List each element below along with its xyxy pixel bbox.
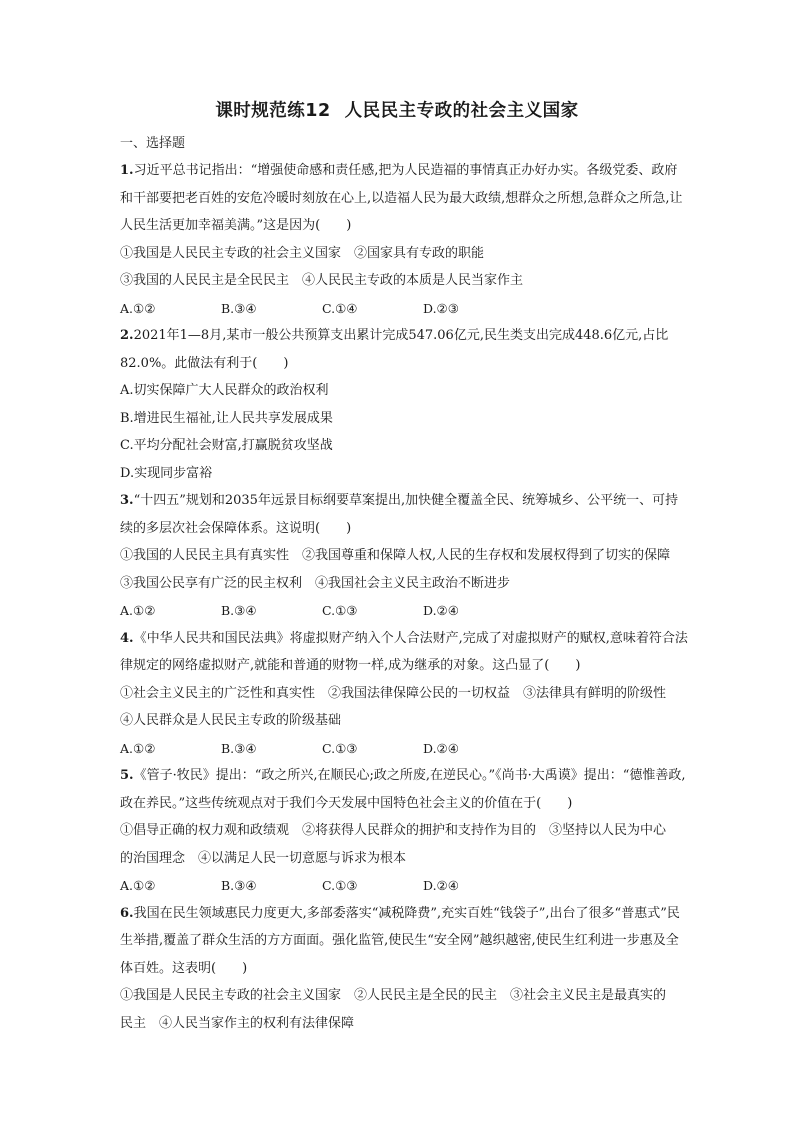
question-number: 1. xyxy=(120,163,134,178)
option-b: B.③④ xyxy=(221,740,257,756)
question-number: 2. xyxy=(120,328,134,343)
option-d: D.②③ xyxy=(423,300,459,316)
question-text: 《管子·牧民》提出：“政之所兴,在顺民心;政之所废,在逆民心。”《尚书·大禹谟》提出：“德惟善政,政在养民。”这些传统观点对于我们今天发展中国特色社会主义的价值在于( ) xyxy=(120,768,686,811)
option-line: D.实现同步富裕 xyxy=(120,465,213,481)
option-c: C.①③ xyxy=(322,603,358,618)
options-row xyxy=(120,597,690,625)
question-text: 《中华人民共和国民法典》将虚拟财产纳入个人合法财产,完成了对虚拟财产的赋权,意味着符合法律规定的网络虚拟财产,就能和普通的财物一样,成为继承的对象。这凸显了( ) xyxy=(120,630,688,673)
option-a: A.①② xyxy=(120,603,156,618)
title-text: 人民民主专政的社会主义国家 xyxy=(344,101,579,121)
question-6 xyxy=(120,900,690,1038)
question-text: 习近平总书记指出：“增强使命感和责任感,把为人民造福的事情真正办好办实。各级党委、政府和干部要把老百姓的安危冷暖时刻放在心上,以造福人民为最大政绩,想群众之所想,急群众之所急,让人民生活更加幸福美满。”这是因为( ) xyxy=(120,163,683,233)
question-stem xyxy=(120,900,690,983)
statement-line: 民主 ④人民当家作主的权利有法律保障 xyxy=(120,1015,355,1031)
option-line: A.切实保障广大人民群众的政治权利 xyxy=(120,383,329,398)
question-4 xyxy=(120,625,690,763)
options-row xyxy=(120,872,690,900)
option-b: B.③④ xyxy=(221,878,257,893)
question-number: 4. xyxy=(120,630,134,646)
section-heading: 一、选择题 xyxy=(120,136,186,151)
option-line: B.增进民生福祉,让人民共享发展成果 xyxy=(120,410,333,426)
option-a: A.①② xyxy=(120,300,156,316)
option-line: C.平均分配社会财富,打赢脱贫攻坚战 xyxy=(120,438,333,453)
option-c: C.①③ xyxy=(322,878,358,893)
option-a: A.①② xyxy=(120,740,156,756)
question-stem xyxy=(120,762,690,817)
option-c: C.①④ xyxy=(322,300,358,316)
question-2 xyxy=(120,322,690,487)
question-text: 我国在民生领域惠民力度更大,多部委落实“减税降费”,充实百姓“钱袋子”,出台了很多“普惠式”民生举措,覆盖了群众生活的方方面面。强化监管,使民生“安全网”越织越密,使民生红利进一步惠及全体百姓。这表明( ) xyxy=(120,905,680,976)
question-1 xyxy=(120,157,690,322)
option-a: A.①② xyxy=(120,878,156,893)
page-title xyxy=(0,97,794,122)
statement-line: ④人民群众是人民民主专政的阶级基础 xyxy=(120,713,342,728)
statement-line: ③我国公民享有广泛的民主权利 ④我国社会主义民主政治不断进步 xyxy=(120,575,511,591)
statement-line: 的治国理念 ④以满足人民一切意愿与诉求为根本 xyxy=(120,850,407,866)
question-stem xyxy=(120,487,690,542)
options-row xyxy=(120,735,690,763)
statement-line: ①我国的人民民主具有真实性 ②我国尊重和保障人权,人民的生存权和发展权得到了切实的保障 xyxy=(120,548,671,563)
question-stem xyxy=(120,157,690,240)
options-row xyxy=(120,295,690,323)
option-d: D.②④ xyxy=(423,603,459,618)
question-text: “十四五”规划和2035年远景目标纲要草案提出,加快健全覆盖全民、统筹城乡、公平统一、可持续的多层次社会保障体系。这说明( ) xyxy=(120,493,679,536)
title-code: 课时规范练12 xyxy=(215,101,331,121)
question-number: 3. xyxy=(120,493,134,508)
option-b: B.③④ xyxy=(221,300,257,316)
option-b: B.③④ xyxy=(221,603,257,618)
statement-line: ③我国的人民民主是全民民主 ④人民民主专政的本质是人民当家作主 xyxy=(120,273,524,288)
statement-line: ①我国是人民民主专政的社会主义国家 ②人民民主是全民的民主 ③社会主义民主是最真实的 xyxy=(120,988,667,1003)
option-d: D.②④ xyxy=(423,740,459,756)
question-number: 6. xyxy=(120,905,134,921)
question-stem xyxy=(120,625,690,680)
question-5 xyxy=(120,762,690,900)
option-d: D.②④ xyxy=(423,878,459,893)
question-number: 5. xyxy=(120,768,134,783)
content xyxy=(120,135,690,1037)
statement-line: ①社会主义民主的广泛性和真实性 ②我国法律保障公民的一切权益 ③法律具有鲜明的阶级性 xyxy=(120,685,667,701)
question-3 xyxy=(120,487,690,625)
statement-line: ①倡导正确的权力观和政绩观 ②将获得人民群众的拥护和支持作为目的 ③坚持以人民为中心 xyxy=(120,823,667,838)
question-stem xyxy=(120,322,690,377)
option-c: C.①③ xyxy=(322,740,358,756)
question-text: 2021年1—8月,某市一般公共预算支出累计完成547.06亿元,民生类支出完成448.6亿元,占比82.0%。此做法有利于( ) xyxy=(120,328,669,371)
statement-line: ①我国是人民民主专政的社会主义国家 ②国家具有专政的职能 xyxy=(120,245,485,261)
